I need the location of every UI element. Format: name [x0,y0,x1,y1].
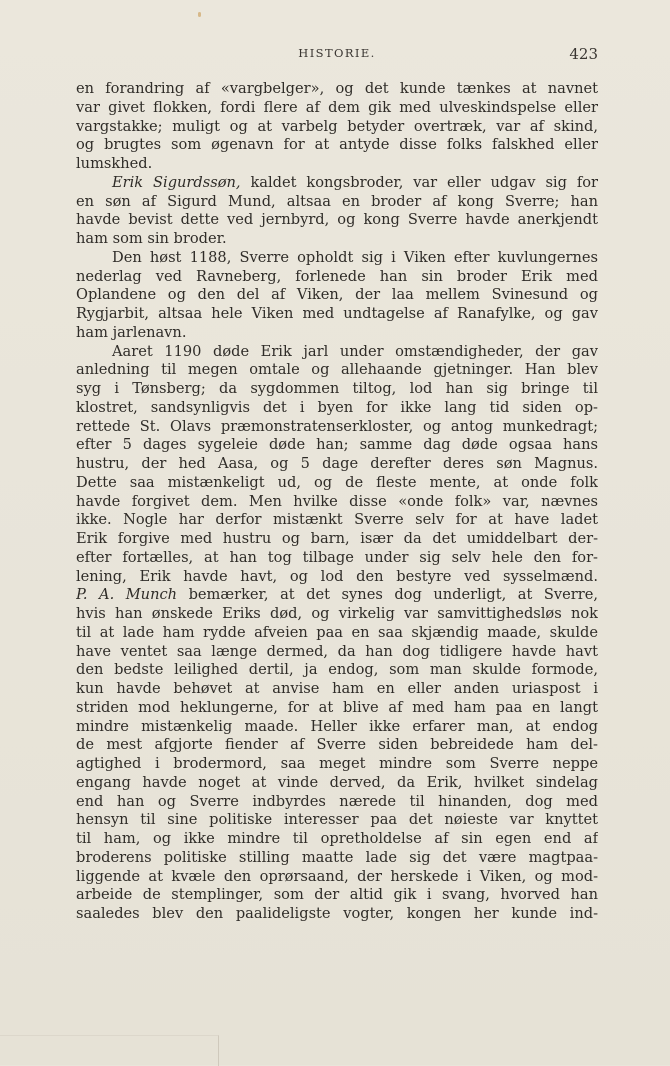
line-text: engang havde noget at vinde derved, da Erik, hvilket sindelag [76,773,598,791]
line-text: rettede St. Olavs præmonstratenserkloster, og antog munkedragt; [76,417,598,435]
line-text: til at lade ham rydde afveien paa en saa skjændig maade, skulde [76,623,598,641]
line-text: anledning til megen omtale og allehaande gjetninger. Han blev [76,361,598,379]
text-line [76,605,598,624]
running-head: HISTORIE. [298,46,376,60]
italic-name: Erik Sigurdssøn, [112,173,241,191]
line-text: hustru, der hed Aasa, og 5 dage derefter deres søn Magnus. [76,455,598,472]
text-line [76,249,598,268]
text-line [76,230,598,249]
text-line [76,643,598,662]
text-line [76,530,598,549]
line-text: saaledes blev den paalideligste vogter, kongen her kunde ind- [76,905,598,922]
line-text: broderens politiske stilling maatte lade sig det være magtpaa- [76,848,598,866]
line-text: end han og Sverre indbyrdes nærede til hinanden, dog med [76,792,598,810]
line-text: syg i Tønsberg; da sygdommen tiltog, lod han sig bringe til [76,380,598,397]
line-text: Aaret 1190 døde Erik jarl under omstændigheder, der gav [112,342,598,360]
text-line [76,905,598,924]
line-text: lumskhed. [76,155,153,172]
text-line [76,399,598,418]
line-text: Rygjarbit, altsaa hele Viken med undtagelse af Ranafylke, og gav [76,305,598,322]
text-line [76,155,598,174]
line-text: hvis han ønskede Eriks død, og virkelig var samvittighedsløs nok [76,605,598,622]
body-text [76,80,598,924]
line-text: ham som sin broder. [76,230,227,247]
paper-speck [198,12,201,17]
line-text: en forandring af «vargbelger», og det kunde tænkes at navnet [76,80,598,97]
line-text: efter 5 dages sygeleie døde han; samme dag døde ogsaa hans [76,436,598,454]
line-text: kaldet kongsbroder, var eller udgav sig for [240,173,598,191]
text-line [76,849,598,868]
line-text: agtighed i brodermord, saa meget mindre som Sverre neppe [76,755,598,772]
text-line [76,324,598,343]
line-text: ham jarlenavn. [76,323,187,341]
text-line [76,774,598,793]
line-text: mindre mistænkelig maade. Heller ikke erfarer man, at endog [76,717,598,735]
line-text: have ventet saa længe dermed, da han dog tidligere havde havt [76,642,598,660]
text-line [76,99,598,118]
line-text: lening, Erik havde havt, og lod den bestyre ved sysselmænd. [76,567,598,585]
line-text: Dette saa mistænkeligt ud, og de fleste mente, at onde folk [76,473,598,491]
line-text: bemærker, at det synes dog underligt, at Sverre, [177,586,598,604]
text-line [76,268,598,287]
text-line [76,286,598,305]
line-text: Erik forgive med hustru og barn, især da det umiddelbart der- [76,530,598,547]
line-text: havde forgivet dem. Men hvilke disse «onde folk» var, nævnes [76,492,598,510]
line-text: en søn af Sigurd Mund, altsaa en broder af kong Sverre; han [76,192,598,210]
line-text: til ham, og ikke mindre til opretholdelse af sin egen end af [76,830,598,847]
text-line [76,118,598,137]
line-text: den bedste leilighed dertil, ja endog, som man skulde formode, [76,661,598,679]
italic-name: P. A. Munch [76,586,178,604]
text-line [76,868,598,887]
text-line [76,474,598,493]
line-text: Oplandene og den del af Viken, der laa mellem Svinesund og [76,286,598,304]
text-line [76,586,598,605]
text-line [76,699,598,718]
line-text: var givet flokken, fordi flere af dem gik med ulveskindspelse eller [76,98,598,116]
text-line [76,136,598,155]
page-header [76,46,598,66]
text-line [76,418,598,437]
line-text: arbeide de stemplinger, som der altid gik i svang, hvorved han [76,886,598,904]
text-line [76,436,598,455]
line-text: nederlag ved Ravneberg, forlenede han sin broder Erik med [76,267,598,285]
text-line [76,549,598,568]
line-text: striden mod heklungerne, for at blive af med ham paa en langt [76,698,598,716]
text-line [76,661,598,680]
line-text: vargstakke; muligt og at varbelg betyder overtræk, var af skind, [76,117,598,135]
text-line [76,718,598,737]
line-text: havde bevist dette ved jernbyrd, og kong Sverre havde anerkjendt [76,211,598,229]
text-line [76,174,598,193]
text-line [76,380,598,399]
text-line [76,211,598,230]
text-line [76,305,598,324]
text-line [76,80,598,99]
line-text: Den høst 1188, Sverre opholdt sig i Viken efter kuvlungernes [112,248,598,266]
line-text: efter fortælles, at han tog tilbage under sig selv hele den for- [76,548,598,566]
text-line [76,455,598,474]
text-line [76,755,598,774]
text-line [76,193,598,212]
text-line [76,886,598,905]
text-line [76,568,598,587]
line-text: ikke. Nogle har derfor mistænkt Sverre selv for at have ladet [76,511,598,529]
text-line [76,793,598,812]
text-line [76,736,598,755]
text-line [76,680,598,699]
line-text: liggende at kvæle den oprørsaand, der herskede i Viken, og mod- [76,867,598,885]
text-line [76,624,598,643]
line-text: klostret, sandsynligvis det i byen for ikke lang tid siden op- [76,398,598,416]
line-text: de mest afgjorte fiender af Sverre siden bebreidede ham del- [76,736,598,754]
text-line [76,511,598,530]
text-line [76,830,598,849]
page-number: 423 [569,45,598,63]
text-line [76,361,598,380]
line-text: og brugtes som øgenavn for at antyde disse folks falskhed eller [76,136,598,154]
text-line [76,493,598,512]
text-line [76,343,598,362]
text-line [76,811,598,830]
line-text: hensyn til sine politiske interesser paa det nøieste var knyttet [76,811,598,829]
page-fold-mark [0,1035,219,1066]
line-text: kun havde behøvet at anvise ham en eller anden uriaspost i [76,680,598,697]
